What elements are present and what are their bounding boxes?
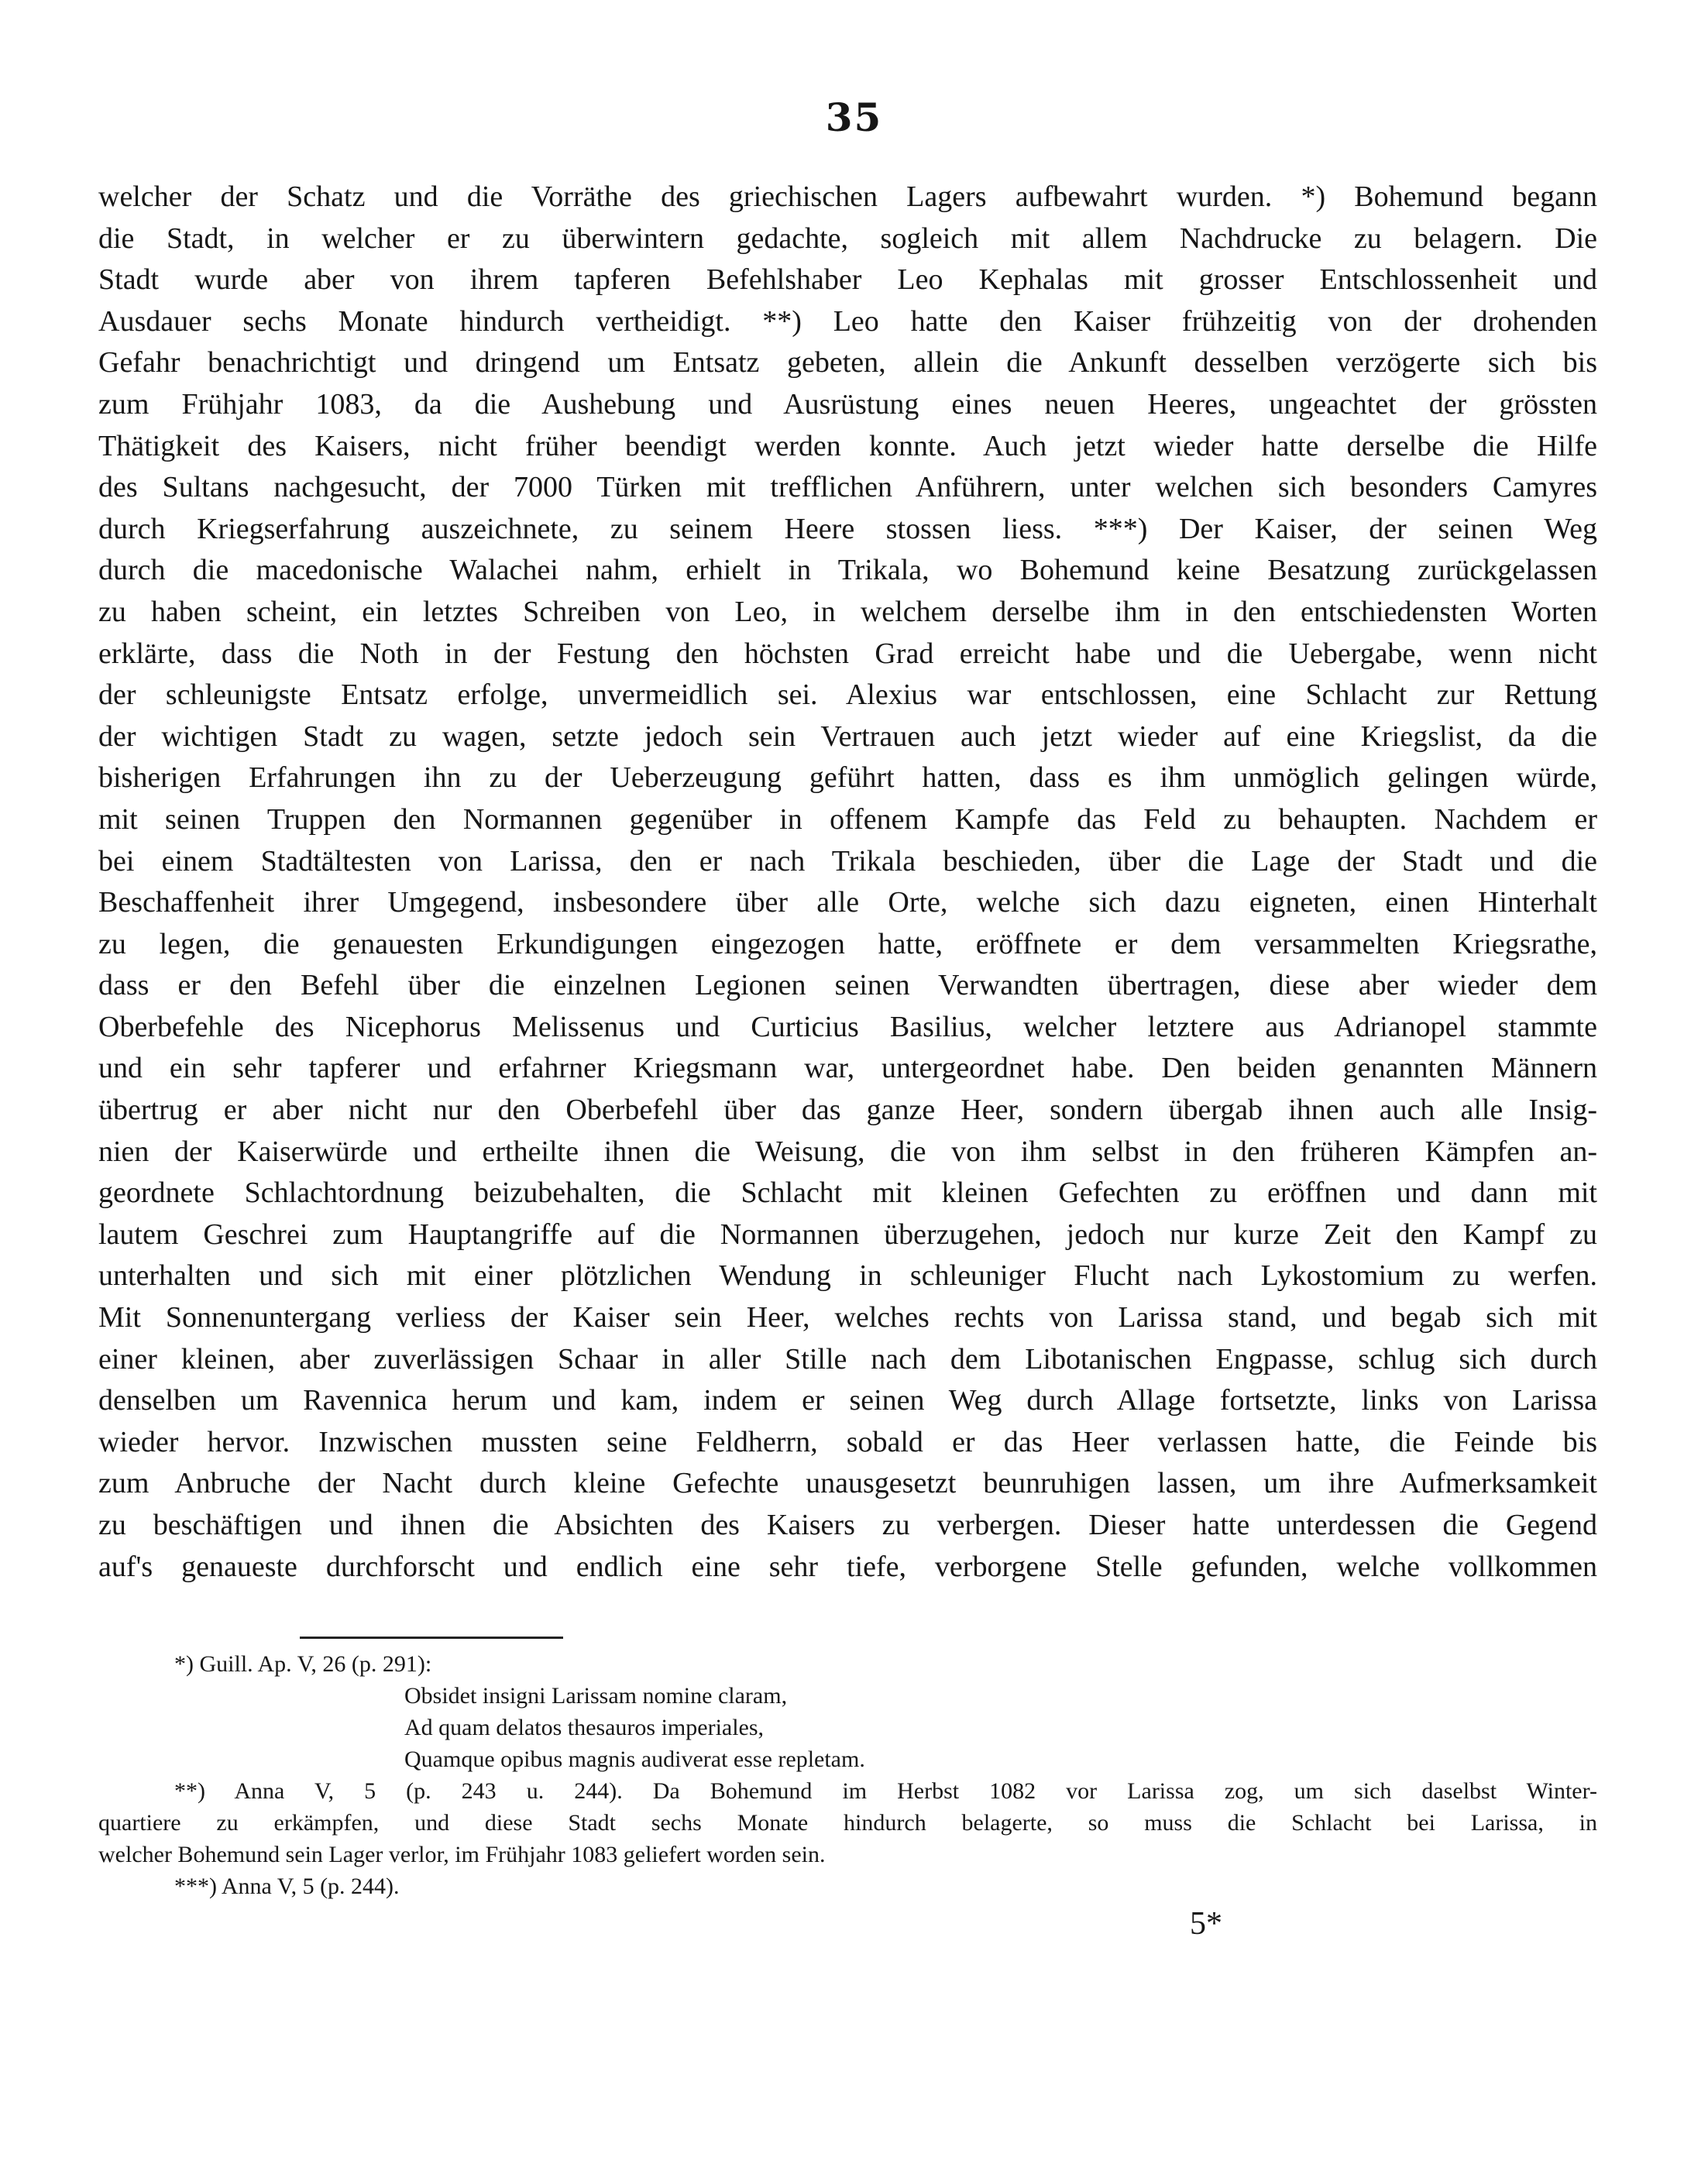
body-line: auf's genaueste durchforscht und endlich eine sehr tiefe, verborgene Stelle gefunden, welche vollkommen bbox=[98, 1550, 1597, 1583]
footnote-2-line: welcher Bohemund sein Lager verlor, im Frühjahr 1083 geliefert worden sein. bbox=[98, 1842, 826, 1867]
body-line: durch Kriegserfahrung auszeichnete, zu seinem Heere stossen liess. ***) Der Kaiser, der seinen Weg bbox=[98, 512, 1597, 545]
body-line: wieder hervor. Inzwischen mussten seine Feldherrn, sobald er das Heer verlassen hatte, die Feinde bis bbox=[98, 1425, 1597, 1458]
body-line: nien der Kaiserwürde und ertheilte ihnen die Weisung, die von ihm selbst in den früheren Kämpfen an- bbox=[98, 1135, 1597, 1168]
body-line: Gefahr benachrichtigt und dringend um Entsatz gebeten, allein die Ankunft desselben verzögerte sich bis bbox=[98, 346, 1597, 380]
body-line: erklärte, dass die Noth in der Festung den höchsten Grad erreicht habe und die Uebergabe, wenn nicht bbox=[98, 637, 1597, 670]
body-line: Stadt wurde aber von ihrem tapferen Befehlshaber Leo Kephalas mit grosser Entschlossenheit und bbox=[98, 263, 1597, 297]
footnote-1-verse-line: Ad quam delatos thesauros imperiales, bbox=[404, 1715, 765, 1740]
body-line: zum Frühjahr 1083, da die Aushebung und Ausrüstung eines neuen Heeres, ungeachtet der grössten bbox=[98, 387, 1597, 421]
body-line: die Stadt, in welcher er zu überwintern gedachte, sogleich mit allem Nachdrucke zu belagern. Die bbox=[98, 222, 1597, 255]
body-line: zum Anbruche der Nacht durch kleine Gefechte unausgesetzt beunruhigen lassen, um ihre Aufmerksamkeit bbox=[98, 1467, 1597, 1500]
body-line: welcher der Schatz und die Vorräthe des griechischen Lagers aufbewahrt wurden. *) Bohemund begann bbox=[98, 180, 1597, 213]
body-line: zu beschäftigen und ihnen die Absichten des Kaisers zu verbergen. Dieser hatte unterdessen die Gegend bbox=[98, 1509, 1597, 1541]
footnotes bbox=[98, 1648, 1597, 1902]
body-line: des Sultans nachgesucht, der 7000 Türken mit trefflichen Anführern, unter welchen sich besonders Camyres bbox=[98, 471, 1597, 504]
body-line: Ausdauer sechs Monate hindurch vertheidigt. **) Leo hatte den Kaiser frühzeitig von der drohenden bbox=[98, 304, 1597, 338]
body-line: Mit Sonnenuntergang verliess der Kaiser sein Heer, welches rechts von Larissa stand, und begab sich mit bbox=[98, 1301, 1597, 1334]
body-line: zu haben scheint, ein letztes Schreiben von Leo, in welchem derselbe ihm in den entschiedensten Worten bbox=[98, 595, 1597, 628]
body-line: durch die macedonische Walachei nahm, erhielt in Trikala, wo Bohemund keine Besatzung zurückgelassen bbox=[98, 554, 1597, 587]
footnote-2-line: quartiere zu erkämpfen, und diese Stadt sechs Monate hindurch belagerte, so muss die Schlacht bei Larissa, in bbox=[98, 1810, 1597, 1836]
body-line: der wichtigen Stadt zu wagen, setzte jedoch sein Vertrauen auch jetzt wieder auf eine Kriegslist, da die bbox=[98, 720, 1597, 753]
body-line: unterhalten und sich mit einer plötzlichen Wendung in schleuniger Flucht nach Lykostomium zu werfen. bbox=[98, 1259, 1597, 1293]
body-line: mit seinen Truppen den Normannen gegenüber in offenem Kampfe das Feld zu behaupten. Nachdem er bbox=[98, 802, 1597, 836]
footnote-2-line: **) Anna V, 5 (p. 243 u. 244). Da Bohemund im Herbst 1082 vor Larissa zog, um sich daselbst Winter- bbox=[174, 1778, 1597, 1804]
footnote-3: ***) Anna V, 5 (p. 244). bbox=[174, 1874, 400, 1899]
body-line: übertrug er aber nicht nur den Oberbefehl über das ganze Heer, sondern übergab ihnen auch alle Insig- bbox=[98, 1094, 1597, 1127]
body-line: dass er den Befehl über die einzelnen Legionen seinen Verwandten übertragen, diese aber wieder dem bbox=[98, 969, 1597, 1002]
body-line: Oberbefehle des Nicephorus Melissenus und Curticius Basilius, welcher letztere aus Adrianopel stammte bbox=[98, 1010, 1597, 1043]
page-number: 35 bbox=[825, 94, 883, 140]
body-line: zu legen, die genauesten Erkundigungen eingezogen hatte, eröffnete er dem versammelten Kriegsrathe, bbox=[98, 927, 1597, 960]
body-line: lautem Geschrei zum Hauptangriffe auf die Normannen überzugehen, jedoch nur kurze Zeit den Kampf zu bbox=[98, 1218, 1597, 1251]
footnote-1-verse-line: Quamque opibus magnis audiverat esse repletam. bbox=[404, 1747, 865, 1772]
body-line: bisherigen Erfahrungen ihn zu der Ueberzeugung geführt hatten, dass es ihm unmöglich gelingen würde, bbox=[98, 761, 1597, 795]
signature-mark: 5* bbox=[1190, 1906, 1222, 1942]
body-line: und ein sehr tapferer und erfahrner Kriegsmann war, untergeordnet habe. Den beiden genannten Männern bbox=[98, 1052, 1597, 1085]
body-line: bei einem Stadtältesten von Larissa, den er nach Trikala beschieden, über die Lage der Stadt und die bbox=[98, 844, 1597, 878]
body-line: der schleunigste Entsatz erfolge, unvermeidlich sei. Alexius war entschlossen, eine Schlacht zur Rettung bbox=[98, 678, 1597, 712]
body-line: denselben um Ravennica herum und kam, indem er seinen Weg durch Allage fortsetzte, links von Larissa bbox=[98, 1384, 1597, 1417]
body-text bbox=[98, 177, 1597, 1588]
body-line: geordnete Schlachtordnung beizubehalten, die Schlacht mit kleinen Gefechten zu eröffnen und dann mit bbox=[98, 1176, 1597, 1210]
footnote-separator bbox=[300, 1637, 563, 1639]
body-line: Beschaffenheit ihrer Umgegend, insbesondere über alle Orte, welche sich dazu eigneten, einen Hinterhalt bbox=[98, 886, 1597, 919]
body-line: einer kleinen, aber zuverlässigen Schaar in aller Stille nach dem Libotanischen Engpasse, schlug sich durch bbox=[98, 1342, 1597, 1376]
body-line: Thätigkeit des Kaisers, nicht früher beendigt werden konnte. Auch jetzt wieder hatte derselbe die Hilfe bbox=[98, 429, 1597, 462]
footnote-1-verse-line: Obsidet insigni Larissam nomine claram, bbox=[404, 1683, 788, 1709]
footnote-1-reference: *) Guill. Ap. V, 26 (p. 291): bbox=[174, 1651, 432, 1677]
